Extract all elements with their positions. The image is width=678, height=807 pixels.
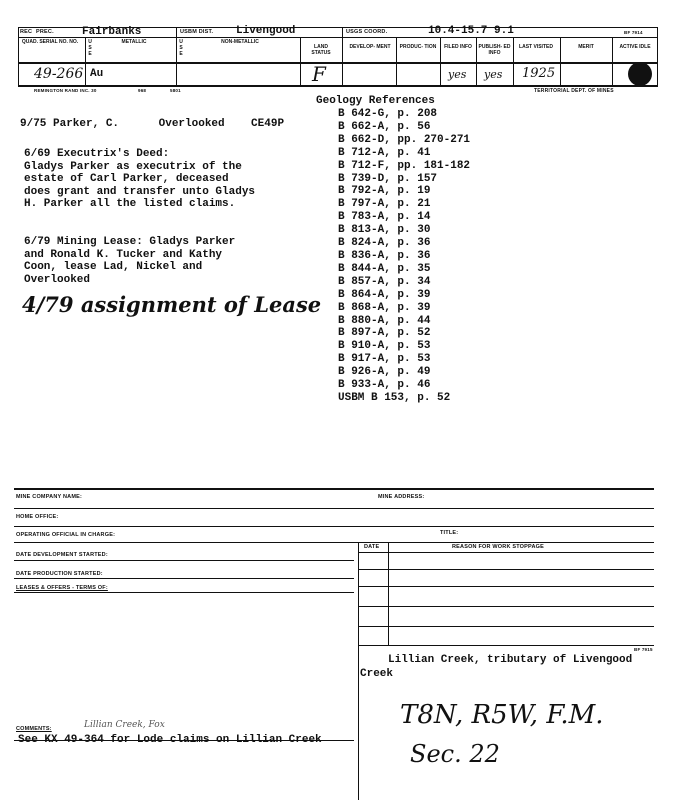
lease-line: Overlooked	[24, 273, 91, 286]
active-idle-mark	[628, 62, 652, 86]
geology-ref: B 813-A, p. 30	[338, 224, 431, 237]
mine-company-name-label: MINE COMPANY NAME:	[16, 494, 83, 500]
geology-ref: B 864-A, p. 39	[338, 288, 431, 301]
geology-ref: B 868-A, p. 39	[338, 301, 431, 314]
geology-ref: USBM B 153, p. 52	[338, 391, 451, 404]
executrix-deed	[24, 148, 255, 211]
geology-ref: B 844-A, p. 35	[338, 262, 431, 275]
prec-label: PREC.	[36, 29, 54, 35]
serial-number: 49-266	[34, 66, 84, 82]
geology-ref: B 739-D, p. 157	[338, 172, 438, 185]
comments-label: COMMENTS:	[16, 726, 52, 732]
col-production: PRODUC- TION	[399, 44, 437, 50]
geology-ref: B 880-A, p. 44	[338, 314, 431, 327]
geology-ref: B 926-A, p. 49	[338, 366, 431, 379]
filed-info-value: yes	[448, 68, 467, 81]
territorial-dept: TERRITORIAL DEPT. OF MINES	[534, 88, 614, 94]
col-last-visited: LAST VISITED	[519, 44, 553, 50]
mine-address-label: MINE ADDRESS:	[378, 494, 425, 500]
last-visited-value: 1925	[522, 66, 556, 81]
deed-line: 6/69 Executrix's Deed:	[24, 148, 170, 160]
geology-ref: B 857-A, p. 34	[338, 275, 431, 288]
mining-lease	[24, 236, 235, 286]
location-description: Lillian Creek, tributary of Livengood	[388, 654, 633, 666]
col-metallic: METALLIC	[121, 39, 147, 45]
geology-ref: B 824-A, p. 36	[338, 237, 431, 250]
township-range: T8N, R5W, F.M.	[400, 700, 604, 730]
owner-entry: 9/75 Parker, C. Overlooked CE49P	[20, 118, 285, 130]
lease-line: Coon, lease Lad, Nickel and	[24, 261, 203, 273]
geology-ref: B 712-A, p. 41	[338, 146, 431, 159]
assignment-of-lease: 4/79 assignment of Lease	[22, 292, 322, 317]
col-non-metallic: NON-METALLIC	[221, 39, 259, 45]
date-development-label: DATE DEVELOPMENT STARTED:	[16, 552, 108, 558]
deed-line: does grant and transfer unto Gladys	[24, 185, 256, 198]
prec-value: Fairbanks	[82, 26, 142, 38]
col-land-status: LAND STATUS	[311, 44, 331, 56]
comments-text: See KX 49-364 for Lode claims on Lillian Creek	[18, 734, 322, 746]
geology-ref: B 910-A, p. 53	[338, 340, 431, 353]
printer-mark: REMINGTON RAND INC. 30	[34, 88, 97, 93]
title-label: TITLE:	[440, 530, 459, 536]
geology-ref: B 797-A, p. 21	[338, 198, 431, 211]
col-use-2: U S E	[179, 39, 183, 57]
col-merit: MERIT	[578, 44, 594, 50]
usgs-coord-value: 10.4-15.7 9.1	[428, 25, 514, 37]
geology-ref: B 917-A, p. 53	[338, 353, 431, 366]
geology-title: Geology References	[316, 95, 435, 107]
lower-form-number: BF 7915	[634, 647, 653, 652]
usgs-coord-label: USGS COORD.	[346, 29, 388, 35]
geology-references	[338, 108, 470, 405]
date-production-label: DATE PRODUCTION STARTED:	[16, 571, 103, 577]
printer-num-2: 5801	[170, 88, 181, 93]
land-status-value: F	[312, 62, 326, 86]
deed-line: H. Parker all the listed claims.	[24, 198, 236, 210]
col-development: DEVELOP- MENT	[349, 44, 391, 50]
col-quad-serial: QUAD. SERIAL NO. NO.	[21, 39, 79, 45]
col-filed-info: FILED INFO	[444, 44, 472, 50]
date-col-label: DATE	[364, 544, 380, 550]
leases-offers-label: LEASES & OFFERS - TERMS OF:	[16, 585, 108, 591]
geology-ref: B 642-G, p. 208	[338, 108, 438, 120]
lease-line: and Ronald K. Tucker and Kathy	[24, 248, 223, 261]
location-description-2: Creek	[360, 668, 394, 680]
section-number: Sec. 22	[410, 740, 500, 768]
comments-handwritten: Lillian Creek, Fox	[84, 720, 165, 730]
usbm-dist-label: USBM DIST.	[180, 29, 214, 35]
geology-ref: B 712-F, pp. 181-182	[338, 159, 471, 172]
printer-num-1: 968	[138, 88, 147, 93]
published-info-value: yes	[484, 68, 503, 81]
deed-line: estate of Carl Parker, deceased	[24, 173, 229, 185]
col-published-info: PUBLISH- ED INFO	[478, 44, 511, 56]
geology-ref: B 836-A, p. 36	[338, 249, 431, 262]
geology-ref: B 792-A, p. 19	[338, 185, 431, 198]
operating-official-label: OPERATING OFFICIAL IN CHARGE:	[16, 532, 116, 538]
geology-ref: B 662-A, p. 56	[338, 120, 431, 133]
metallic-value: Au	[90, 68, 104, 80]
home-office-label: HOME OFFICE:	[16, 514, 59, 520]
reason-col-label: REASON FOR WORK STOPPAGE	[452, 544, 544, 550]
lease-line: 6/79 Mining Lease: Gladys Parker	[24, 236, 236, 248]
geology-ref: B 897-A, p. 52	[338, 327, 431, 340]
col-use-1: U S E	[88, 39, 92, 57]
geology-ref: B 933-A, p. 46	[338, 379, 431, 392]
usbm-dist-value: Livengood	[236, 25, 296, 37]
geology-ref: B 783-A, p. 14	[338, 211, 431, 224]
geology-ref: B 662-D, pp. 270-271	[338, 133, 471, 146]
col-active-idle: ACTIVE IDLE	[619, 44, 651, 50]
deed-line: Gladys Parker as executrix of the	[24, 160, 242, 173]
rec-label: REC	[20, 29, 33, 35]
form-number: BF 7914	[624, 30, 643, 35]
